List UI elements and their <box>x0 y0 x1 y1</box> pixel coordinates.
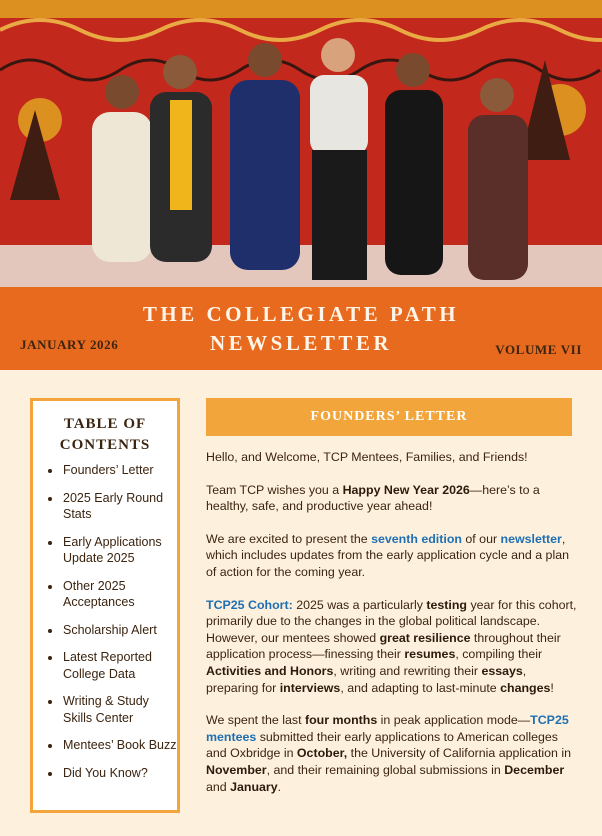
tcp25-cohort-label: TCP25 Cohort: <box>206 597 293 612</box>
issue-date: JANUARY 2026 <box>20 337 119 352</box>
toc-item[interactable]: • Writing & Study Skills Center <box>62 693 177 726</box>
toc-item[interactable]: • Mentees’ Book Buzz <box>62 737 177 754</box>
issue-volume: VOLUME VII <box>495 342 582 357</box>
founders-letter-heading: FOUNDERS’ LETTER <box>206 398 572 436</box>
toc-list <box>33 462 177 781</box>
title-line-2: NEWSLETTER <box>209 331 393 355</box>
newsletter-link[interactable]: newsletter <box>500 531 562 546</box>
title-banner <box>0 287 602 370</box>
tcp25-mentees-link[interactable]: TCP25 mentees <box>206 713 569 744</box>
seventh-edition-link[interactable]: seventh edition <box>371 531 462 546</box>
toc-item[interactable]: • 2025 Early Round Stats <box>62 490 177 523</box>
group-photo <box>0 0 602 287</box>
letter-paragraph: TCP25 Cohort: 2025 was a particularly testing year for this cohort, primarily due to the changes in the global political landscape. However, our mentees showed great resilience throughout their application process—finessing their resumes, compiling their Activities and Honors, writing and rewriting their essays, preparing for interviews, and adapting to last-minute changes! <box>206 597 577 695</box>
toc-item[interactable]: • Latest Reported College Data <box>62 649 177 682</box>
toc-item[interactable]: • Founders’ Letter <box>62 462 177 479</box>
letter-paragraph: We are excited to present the seventh edition of our newsletter, which includes updates from the early application cycle and a plan of action for the coming year. <box>206 531 569 579</box>
toc-title: TABLE OF CONTENTS <box>59 416 151 453</box>
letter-paragraph: Hello, and Welcome, TCP Mentees, Families, and Friends! <box>206 450 528 464</box>
toc-item[interactable]: • Other 2025 Acceptances <box>62 578 177 611</box>
toc-item[interactable]: • Scholarship Alert <box>62 622 177 639</box>
toc-item[interactable]: • Did You Know? <box>62 765 177 782</box>
letter-paragraph: Team TCP wishes you a Happy New Year 2026—here’s to a healthy, safe, and productive year ahead! <box>206 482 540 514</box>
group-photo-icon <box>0 0 602 287</box>
founders-letter-body <box>206 449 578 811</box>
table-of-contents <box>30 398 180 813</box>
letter-paragraph: We spent the last four months in peak application mode—TCP25 mentees submitted their early applications to American colleges and Oxbridge in October, the University of California application in November, and their remaining global submissions in December and January. <box>206 713 572 794</box>
toc-item[interactable]: • Early Applications Update 2025 <box>62 534 177 567</box>
title-line-1: THE COLLEGIATE PATH <box>142 302 460 326</box>
